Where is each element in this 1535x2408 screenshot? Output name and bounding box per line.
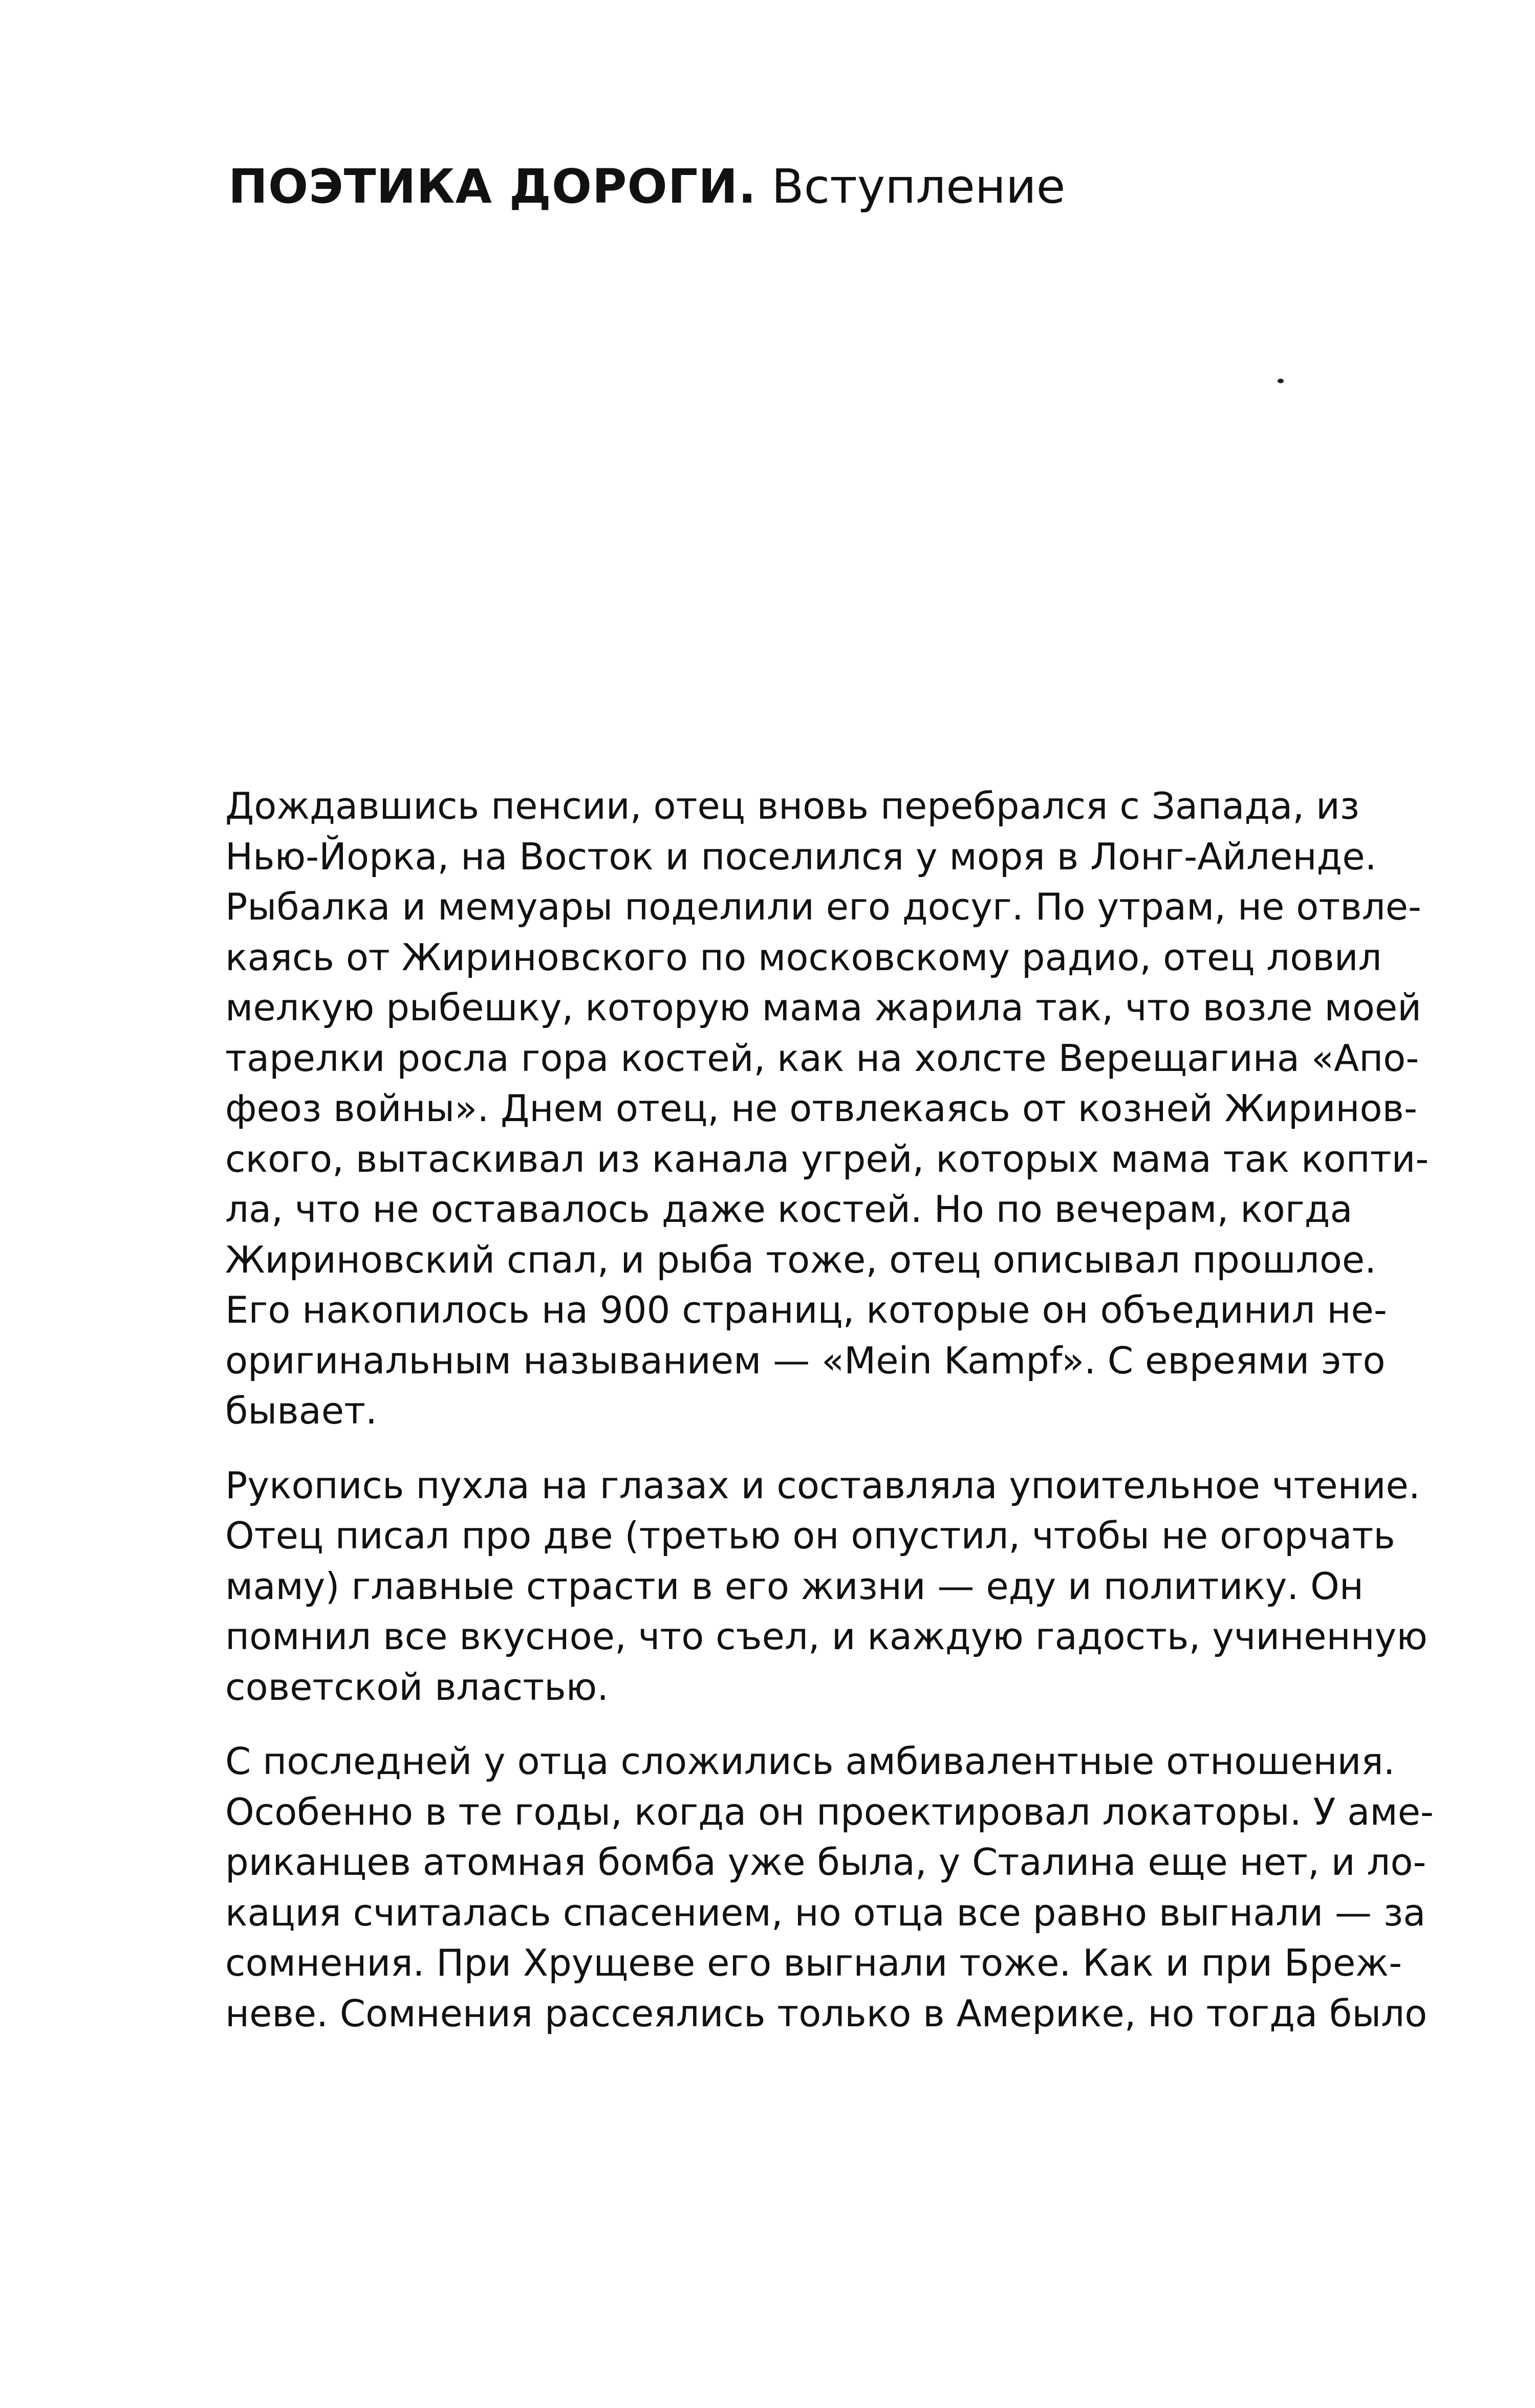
text-line: Дождавшись пенсии, отец вновь перебрался с Запада, из bbox=[225, 784, 1360, 827]
text-line: помнил все вкусное, что съел, и каждую гадость, учиненную bbox=[225, 1615, 1428, 1658]
paragraph bbox=[225, 1736, 1434, 2039]
chapter-title-subtitle: Вступление bbox=[771, 159, 1066, 214]
text-line: ла, что не оставалось даже костей. Но по вечерам, когда bbox=[225, 1188, 1353, 1231]
text-line: риканцев атомная бомба уже была, у Сталина еще нет, и ло- bbox=[225, 1841, 1426, 1884]
text-line: феоз войны». Днем отец, не отвлекаясь от козней Жиринов- bbox=[225, 1087, 1417, 1130]
text-line: Особенно в те годы, когда он проектировал локаторы. У аме- bbox=[225, 1790, 1434, 1833]
paragraph bbox=[225, 781, 1429, 1436]
text-line: Рыбалка и мемуары поделили его досуг. По утрам, не отвле- bbox=[225, 885, 1422, 928]
chapter-body bbox=[225, 781, 1434, 2063]
text-line: мелкую рыбешку, которую мама жарила так, что возле моей bbox=[225, 986, 1422, 1029]
text-line: сомнения. При Хрущеве его выгнали тоже. Как и при Бреж- bbox=[225, 1941, 1402, 1984]
chapter-title-main: ПОЭТИКА ДОРОГИ. bbox=[228, 159, 757, 214]
print-speck bbox=[1278, 379, 1284, 383]
text-line: Жириновский спал, и рыба тоже, отец описывал прошлое. bbox=[225, 1238, 1377, 1281]
text-line: бывает. bbox=[225, 1389, 377, 1432]
text-line: кация считалась спасением, но отца все равно выгнали — за bbox=[225, 1891, 1426, 1934]
text-line: Его накопилось на 900 страниц, которые он объединил не- bbox=[225, 1288, 1387, 1331]
text-line: тарелки росла гора костей, как на холсте Верещагина «Апо- bbox=[225, 1036, 1419, 1080]
chapter-title bbox=[228, 159, 1065, 215]
text-line: неве. Сомнения рассеялись только в Америке, но тогда было bbox=[225, 1991, 1428, 2035]
text-line: С последней у отца сложились амбивалентные отношения. bbox=[225, 1740, 1395, 1783]
text-line: ского, вытаскивал из канала угрей, которых мама так копти- bbox=[225, 1137, 1429, 1180]
paragraph bbox=[225, 1460, 1428, 1713]
text-line: маму) главные страсти в его жизни — еду и политику. Он bbox=[225, 1564, 1364, 1608]
text-line: Отец писал про две (третью он опустил, чтобы не огорчать bbox=[225, 1514, 1395, 1557]
text-line: оригинальным называнием — «Mein Kampf». С евреями это bbox=[225, 1339, 1386, 1382]
text-line: Рукопись пухла на глазах и составляла упоительное чтение. bbox=[225, 1463, 1420, 1507]
text-line: советской властью. bbox=[225, 1665, 609, 1709]
text-line: каясь от Жириновского по московскому радио, отец ловил bbox=[225, 935, 1382, 979]
text-line: Нью-Йорка, на Восток и поселился у моря в Лонг-Айленде. bbox=[225, 835, 1377, 878]
